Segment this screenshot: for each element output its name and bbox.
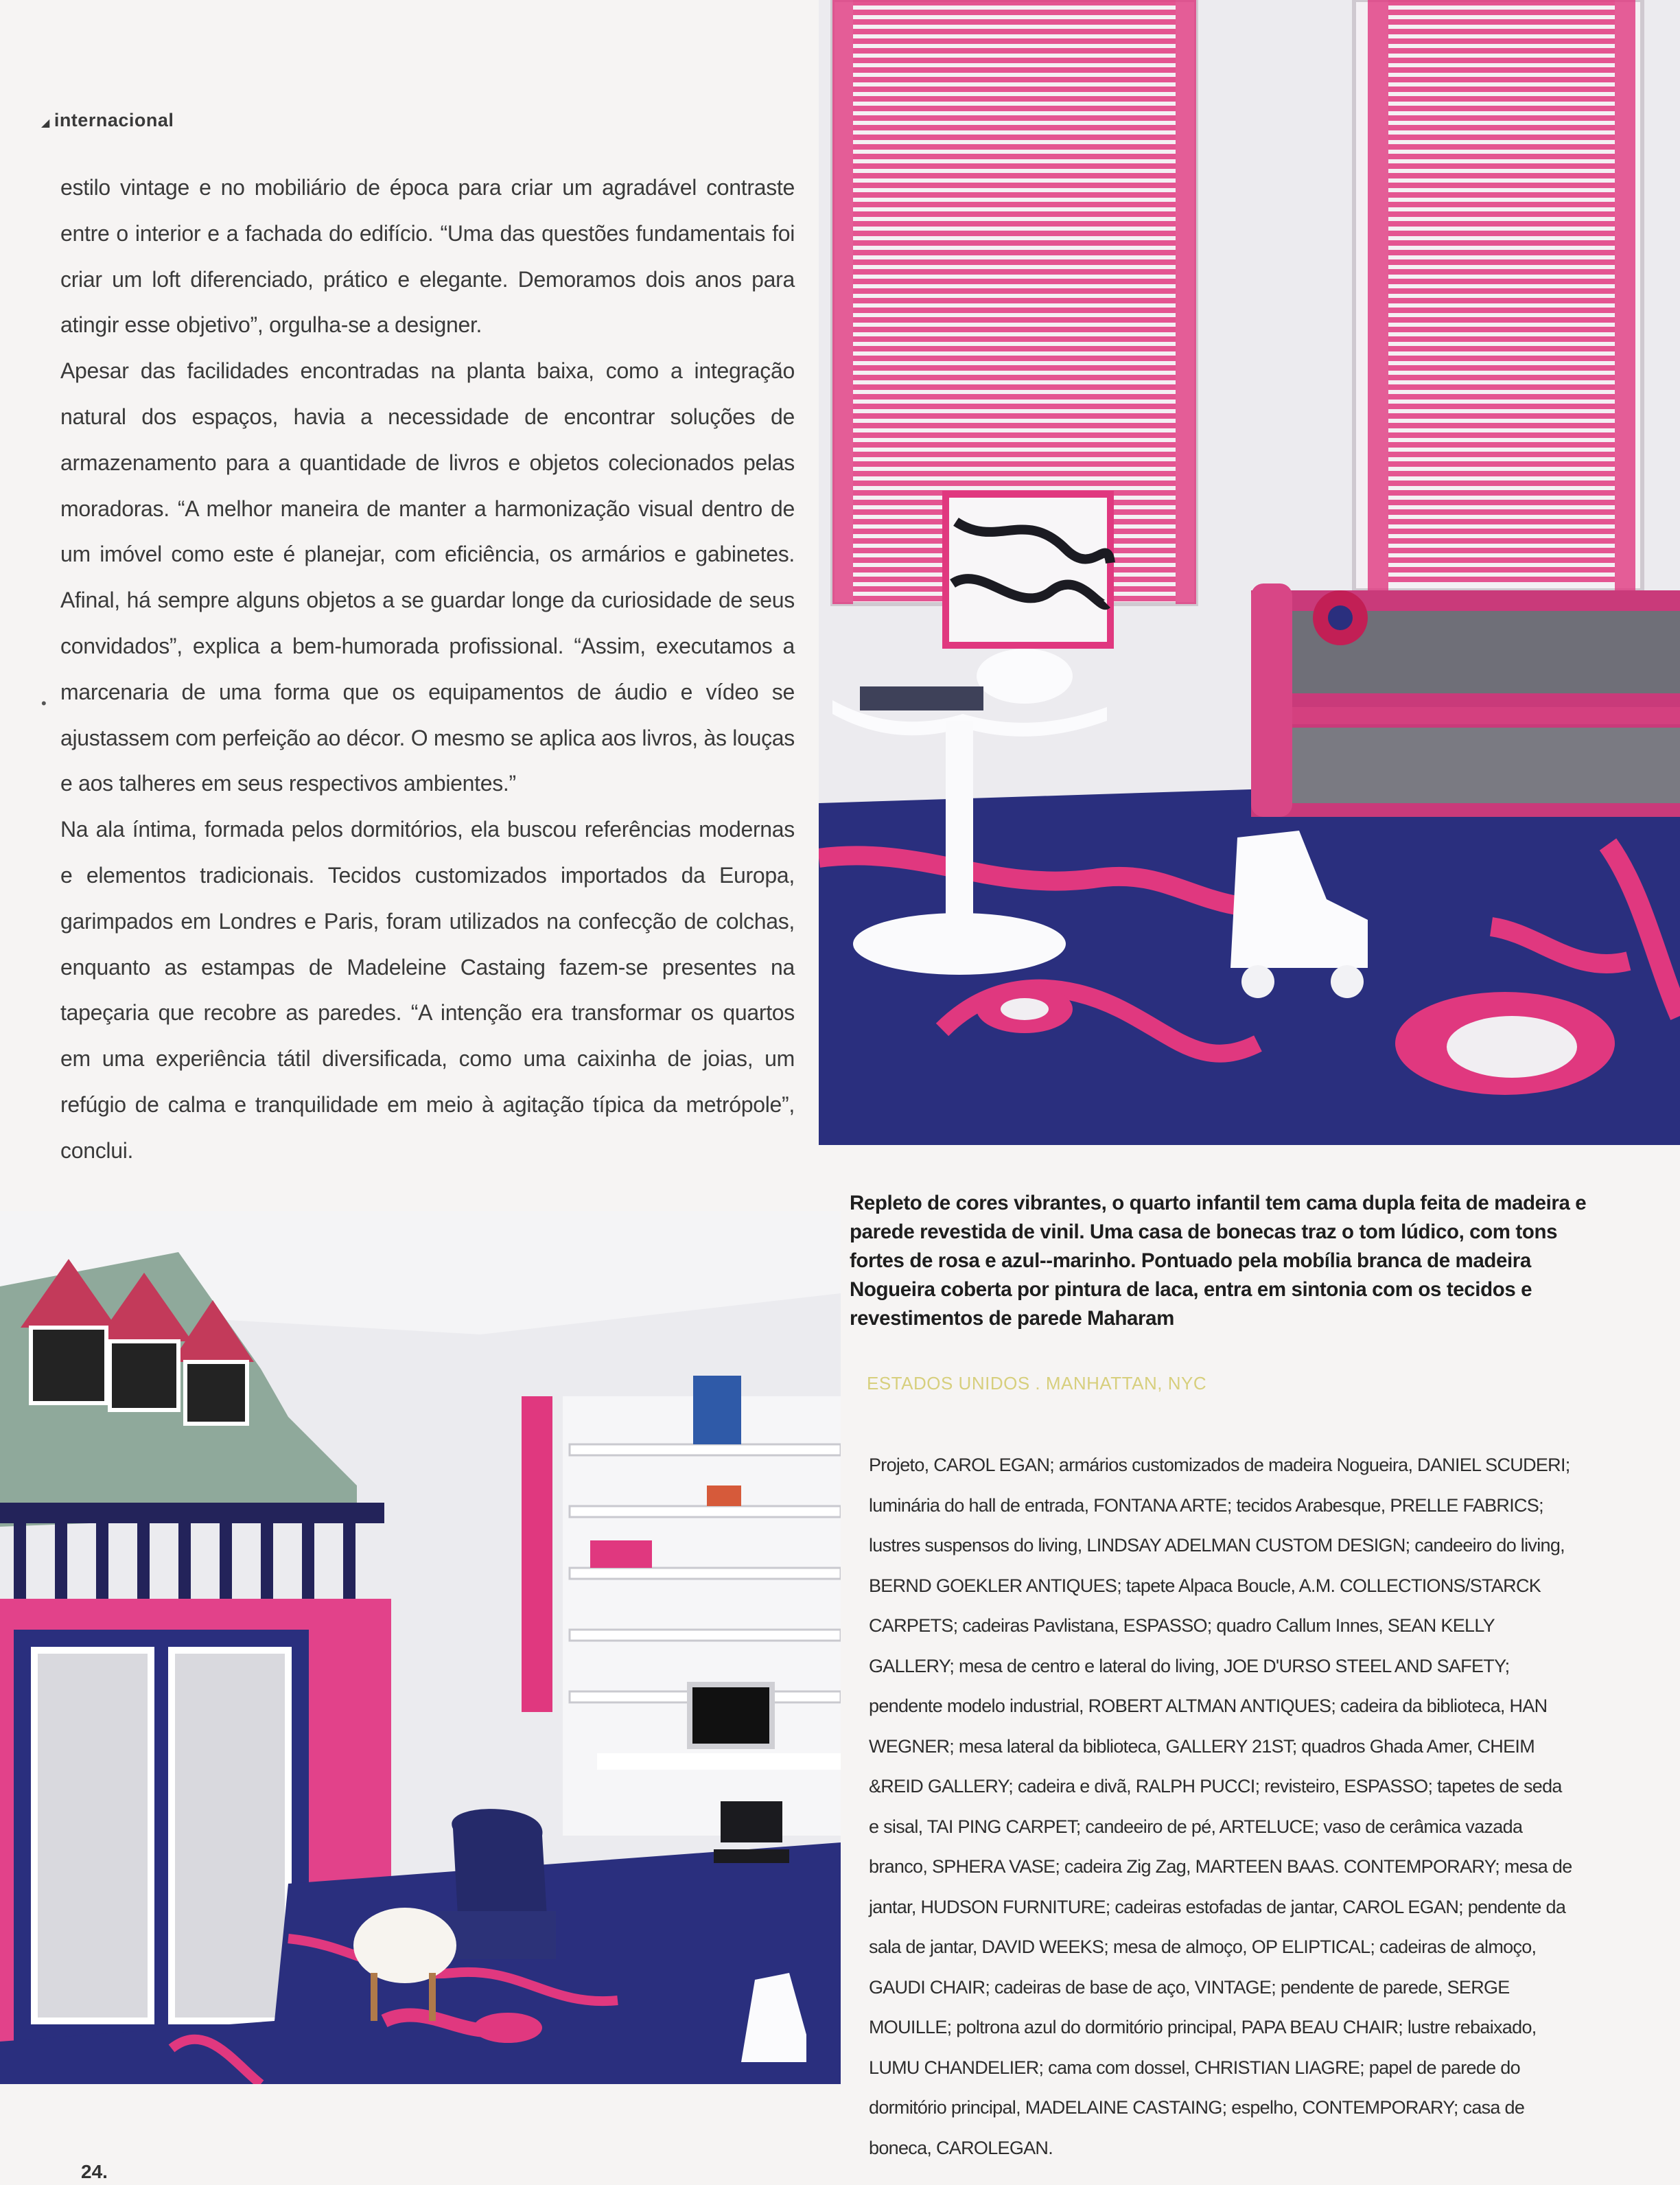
- blind-slat: [853, 67, 1176, 73]
- blind-slat: [1388, 0, 1615, 5]
- blind-slat: [1388, 163, 1615, 169]
- blind-slat: [1388, 567, 1615, 573]
- blind-slat: [853, 19, 1176, 25]
- blind-slat: [853, 481, 1176, 486]
- blind-slat: [1388, 538, 1615, 544]
- blind-slat: [853, 96, 1176, 102]
- blind-slat: [1388, 500, 1615, 505]
- blind-slat: [853, 221, 1176, 227]
- photo-kids-room-dollhouse: [0, 1211, 841, 2084]
- blind-slat: [853, 250, 1176, 255]
- body-paragraph: estilo vintage e no mobiliário de época para criar um agradável contraste entre o interior e a fachada do edifício. “Uma das questões fundamentais foi criar um loft diferenciado, prático e elegante. Demoramos dois anos para atingir esse objetivo”, orgulha-se a designer.: [60, 175, 795, 338]
- blind-slat: [853, 77, 1176, 82]
- blind-slat: [1388, 202, 1615, 207]
- section-label: [41, 110, 174, 131]
- blind-slat: [1388, 577, 1615, 582]
- blind-slat: [853, 327, 1176, 332]
- blind-slat: [1388, 442, 1615, 448]
- blind-slat: [1388, 77, 1615, 82]
- blind-slat: [1388, 29, 1615, 34]
- blind-slat: [853, 413, 1176, 419]
- blind-slat: [1388, 144, 1615, 150]
- project-credits: [869, 1445, 1576, 2168]
- blind-slat: [1388, 211, 1615, 217]
- blind-slat: [853, 356, 1176, 361]
- photo-caption: Repleto de cores vibrantes, o quarto infantil tem cama dupla feita de madeira e parede revestida de vinil. Uma casa de bonecas traz o tom lúdico, com tons fortes de rosa e azul--marinho. Pontuado pela mobília branca de madeira Nogueira coberta por pintura de laca, entra em sintonia com os tecidos e revestimentos de parede Maharam: [850, 1192, 1587, 1330]
- blind-slat: [853, 48, 1176, 54]
- blind-slat: [1388, 67, 1615, 73]
- blind-slat: [853, 317, 1176, 323]
- blind-slat: [1388, 269, 1615, 275]
- blind-slat: [1388, 519, 1615, 524]
- body-text: [60, 165, 795, 1174]
- blind-slat: [1388, 125, 1615, 130]
- blind-slat: [853, 86, 1176, 92]
- blind-slat: [853, 365, 1176, 371]
- blind-slat: [1388, 279, 1615, 284]
- section-label-text: internacional: [54, 110, 174, 130]
- credits-text: Projeto, CAROL EGAN; armários customizados de madeira Nogueira, DANIEL SCUDERI; luminária do hall de entrada, FONTANA ARTE; tecidos Arabesque, PRELLE FABRICS; lustres suspensos do living, LINDSAY ADELMAN CUSTOM DESIGN; candeeiro do living, BERND GOEKLER ANTIQUES; tapete Alpaca Boucle, A.M. COLLECTIONS/STARCK CARPETS; cadeiras Pavlistana, ESPASSO; quadro Callum Innes, SEAN KELLY GALLERY; mesa de centro e lateral do living, JOE D'URSO STEEL AND SAFETY; pendente modelo industrial, ROBERT ALTMAN ANTIQUES; cadeira da biblioteca, HAN WEGNER; mesa lateral da biblioteca, GALLERY 21ST; quadros Ghada Amer, CHEIM &REID GALLERY; cadeira e divã, RALPH PUCCI; revisteiro, ESPASSO; tapetes de seda e sisal, TAI PING CARPET; candeeiro de pé, ARTELUCE; vaso de cerâmica vazada branco, SPHERA VASE; cadeira Zig Zag, MARTEEN BAAS. CONTEMPORARY; mesa de jantar, HUDSON FURNITURE; cadeiras estofadas de jantar, CAROL EGAN; pendente da sala de jantar, DAVID WEEKS; mesa de almoço, OP ELIPTICAL; cadeiras de almoço, GAUDI CHAIR; cadeiras de base de aço, VINTAGE; pendente de parede, SERGE MOUILLE; poltrona azul do dormitório principal, PAPA BEAU CHAIR; lustre rebaixado, LUMU CHANDELIER; cama com dossel, CHRISTIAN LIAGRE; papel de parede do dormitório principal, MADELAINE CASTAING; espelho, CONTEMPORARY; casa de boneca, CAROLEGAN.: [869, 1455, 1572, 2158]
- blind-slat: [853, 0, 1176, 5]
- blind-slat: [1388, 346, 1615, 351]
- blind-slat: [853, 308, 1176, 313]
- blind-slat: [1388, 557, 1615, 563]
- blind-slat: [853, 288, 1176, 294]
- blind-slat: [1388, 327, 1615, 332]
- blind-slat: [1388, 529, 1615, 534]
- blind-slat: [853, 269, 1176, 275]
- blind-slat: [1388, 461, 1615, 467]
- blind-slat: [853, 423, 1176, 428]
- blind-slat: [1388, 356, 1615, 361]
- section-mark-icon: ◢: [41, 117, 50, 129]
- blind-slat: [1388, 58, 1615, 63]
- blind-slat: [853, 404, 1176, 409]
- blind-slat: [1388, 375, 1615, 380]
- blind-slat: [853, 231, 1176, 236]
- blind-slat: [853, 346, 1176, 351]
- blind-slat: [853, 38, 1176, 44]
- blind-slat: [853, 279, 1176, 284]
- blind-slat: [853, 298, 1176, 303]
- body-paragraph: Na ala íntima, formada pelos dormitórios, ela buscou referências modernas e elementos tradicionais. Tecidos customizados importados da Europa, garimpados em Londres e Paris, foram utilizados na confecção de colchas, enquanto as estampas de Madeleine Castaing fazem-se presentes na tapeçaria que recobre as paredes. “A intenção era transformar os quartos em uma experiência tátil diversificada, como uma caixinha de joias, um refúgio de calma e tranquilidade em meio à agitação típica da metrópole”, conclui.: [60, 817, 795, 1163]
- blind-slat: [853, 442, 1176, 448]
- blind-slat: [1388, 221, 1615, 227]
- blind-slat: [853, 173, 1176, 178]
- blind-slat: [1388, 288, 1615, 294]
- blind-slat: [1388, 365, 1615, 371]
- blind-slat: [1388, 240, 1615, 246]
- blind-slat: [853, 183, 1176, 188]
- blind-slat: [1388, 38, 1615, 44]
- blind-slat: [1388, 48, 1615, 54]
- blind-slat: [1388, 19, 1615, 25]
- blind-slat: [1388, 509, 1615, 515]
- blind-slat: [853, 10, 1176, 15]
- blind-slat: [1388, 106, 1615, 111]
- blind-slat: [1388, 86, 1615, 92]
- blind-slat: [1388, 298, 1615, 303]
- blind-slat: [1388, 471, 1615, 476]
- blind-slat: [853, 394, 1176, 400]
- blind-slat: [1388, 317, 1615, 323]
- blind-slat: [853, 125, 1176, 130]
- blind-slat: [1388, 183, 1615, 188]
- blind-slat: [853, 384, 1176, 390]
- blind-slat: [1388, 384, 1615, 390]
- blind-slat: [1388, 135, 1615, 140]
- blind-slat: [1388, 423, 1615, 428]
- blind-slat: [853, 375, 1176, 380]
- blind-slat: [853, 471, 1176, 476]
- photo-bedroom-window-illustration: [819, 0, 1680, 1145]
- page-number: 24.: [81, 2161, 108, 2182]
- blind-slat: [853, 336, 1176, 342]
- blind-slat: [1388, 413, 1615, 419]
- photo-bedroom-window: [819, 0, 1680, 1145]
- blind-slat: [853, 202, 1176, 207]
- blind-slat: [853, 211, 1176, 217]
- blind-slat: [853, 452, 1176, 457]
- blind-slat: [1388, 308, 1615, 313]
- blind-slat: [853, 58, 1176, 63]
- blind-slat: [1388, 231, 1615, 236]
- blind-slat: [1388, 394, 1615, 400]
- margin-dot: •: [41, 695, 47, 712]
- body-paragraph: Apesar das facilidades encontradas na planta baixa, como a integração natural dos espaços, havia a necessidade de encontrar soluções de armazenamento para a quantidade de livros e objetos colecionados pelas moradoras. “A melhor maneira de manter a harmonização visual dentro de um imóvel como este é planejar, com eficiência, os armários e gabinetes. Afinal, há sempre alguns objetos a se guardar longe da curiosidade de seus convidados”, explica a bem-humorada profissional. “Assim, executamos a marcenaria de uma forma que os equipamentos de áudio e vídeo se ajustassem com perfeição ao décor. O mesmo se aplica aos livros, às louças e aos talheres em seus respectivos ambientes.”: [60, 358, 795, 796]
- blind-slat: [1388, 192, 1615, 198]
- photo-kids-room-illustration: [0, 1211, 841, 2084]
- blind-slat: [1388, 490, 1615, 496]
- blind-slat: [1388, 336, 1615, 342]
- blind-slat: [853, 29, 1176, 34]
- blind-slat: [1388, 404, 1615, 409]
- blind-slat: [1388, 481, 1615, 486]
- blind-slat: [853, 154, 1176, 159]
- blind-slat: [853, 115, 1176, 121]
- blind-slat: [1388, 96, 1615, 102]
- blind-slat: [853, 432, 1176, 438]
- blind-slat: [853, 163, 1176, 169]
- blind-slat: [853, 135, 1176, 140]
- blind-slat: [1388, 452, 1615, 457]
- blind-slat: [853, 192, 1176, 198]
- blind-slat: [853, 240, 1176, 246]
- blind-slat: [1388, 432, 1615, 438]
- blind-slat: [853, 461, 1176, 467]
- blind-slat: [1388, 259, 1615, 265]
- blind-slat: [1388, 154, 1615, 159]
- blind-slat: [1388, 115, 1615, 121]
- blind-slat: [853, 144, 1176, 150]
- location-label: ESTADOS UNIDOS . MANHATTAN, NYC: [867, 1373, 1207, 1394]
- blind-slat: [1388, 10, 1615, 15]
- blind-slat: [1388, 173, 1615, 178]
- blind-slat: [1388, 548, 1615, 553]
- blind-slat: [1388, 250, 1615, 255]
- blind-slat: [853, 259, 1176, 265]
- blind-slat: [853, 106, 1176, 111]
